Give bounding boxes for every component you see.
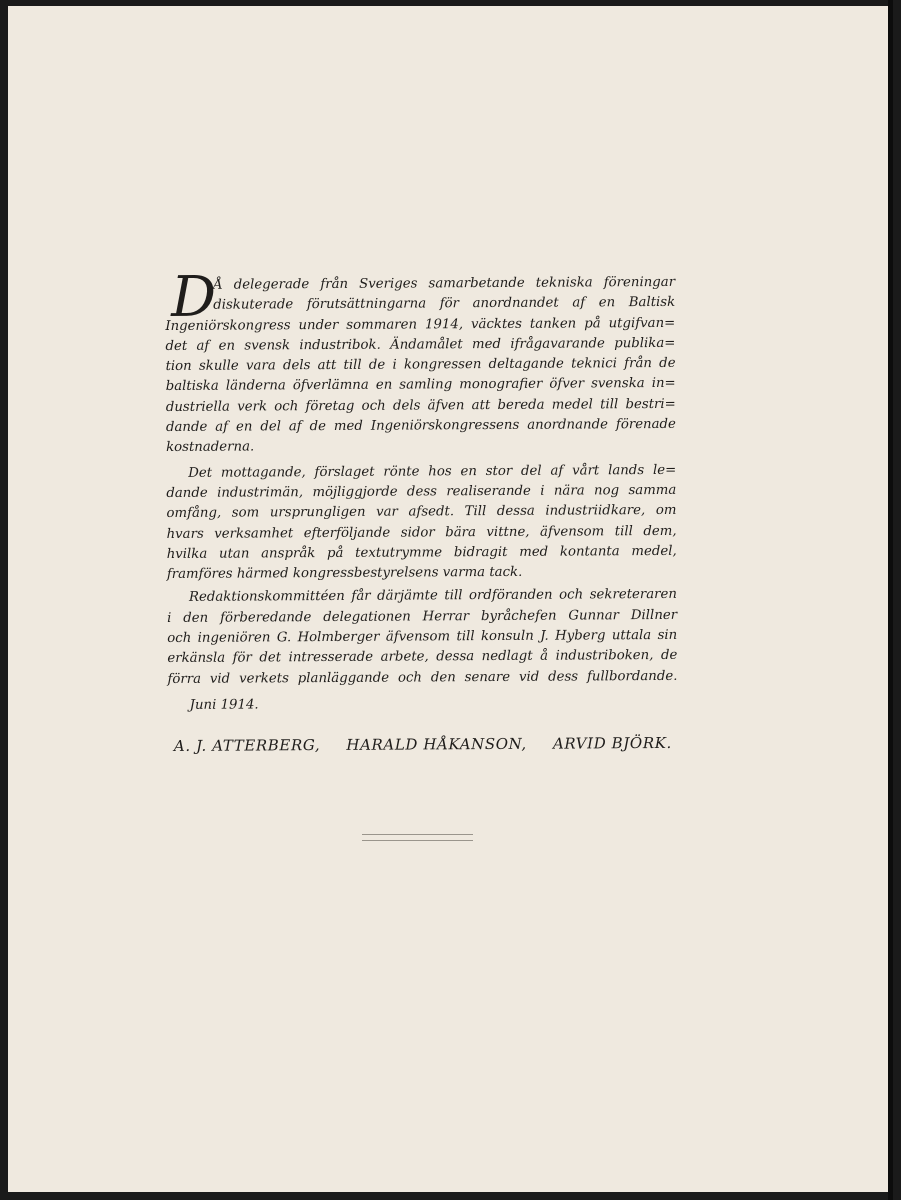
text-line: dande af en del af de med Ingeniörskongressens anordnande förenade bbox=[165, 416, 676, 436]
text-line: tion skulle vara dels att till de i kongressen deltagande teknici från de bbox=[165, 356, 676, 375]
text-line: Det mottagande, förslaget rönte hos en stor del af vårt lands le= bbox=[188, 462, 677, 481]
text-line: framföres härmed kongressbestyrelsens varma tack. bbox=[166, 564, 523, 583]
signature-atterberg: A. J. ATTERBERG, bbox=[173, 736, 321, 756]
signature-bjork: ARVID BJÖRK. bbox=[552, 734, 672, 753]
signatures bbox=[174, 733, 672, 756]
ornament-rule-bottom bbox=[362, 840, 473, 841]
page-edge-shadow bbox=[888, 0, 893, 1200]
text-line: förra vid verkets planläggande och den senare vid dess fullbordande. bbox=[167, 668, 678, 687]
text-line: det af en svensk industribok. Ändamålet med ifrågavarande publika= bbox=[165, 335, 676, 354]
ornament-rule-top bbox=[362, 834, 473, 835]
paragraph-2 bbox=[166, 461, 677, 586]
date: Juni 1914. bbox=[189, 697, 259, 713]
signature-hakanson: HARALD HÅKANSON, bbox=[346, 735, 527, 755]
preface-text bbox=[165, 264, 678, 757]
text-line: baltiska länderna öfverlämna en samling monografier öfver svenska in= bbox=[165, 376, 676, 395]
text-line: i den förberedande delegationen Herrar byråchefen Gunnar Dillner bbox=[167, 607, 678, 626]
paragraph-1 bbox=[165, 264, 676, 459]
text-line: dustriella verk och företag och dels äfven att bereda medel till bestri= bbox=[165, 396, 676, 415]
text-line: omfång, som ursprungligen var afsedt. Till dessa industriidkare, om bbox=[166, 503, 677, 522]
text-line: och ingeniören G. Holmberger äfvensom till konsuln J. Hyberg uttala sin bbox=[167, 627, 678, 647]
text-line: dande industrimän, möjliggjorde dess realiserande i nära nog samma bbox=[166, 482, 677, 501]
text-line: Å delegerade från Sveriges samarbetande tekniska föreningar bbox=[213, 274, 676, 293]
text-line: hvilka utan anspråk på textutrymme bidragit med kontanta medel, bbox=[166, 543, 677, 562]
text-line: Ingeniörskongress under sommaren 1914, väcktes tanken på utgifvan= bbox=[165, 315, 676, 334]
text-line: erkänsla för det intresserade arbete, dessa nedlagt å industriboken, de bbox=[167, 648, 678, 667]
text-line: diskuterade förutsättningarna för anordnandet af en Baltisk bbox=[213, 295, 676, 314]
paragraph-3 bbox=[167, 585, 678, 690]
text-line: hvars verksamhet efterföljande sidor bära vittne, äfvensom till dem, bbox=[166, 523, 677, 542]
text-line: Redaktionskommittéen får därjämte till ordföranden och sekreteraren bbox=[188, 587, 678, 606]
text-line: kostnaderna. bbox=[166, 439, 255, 456]
drop-cap: D bbox=[170, 264, 217, 330]
